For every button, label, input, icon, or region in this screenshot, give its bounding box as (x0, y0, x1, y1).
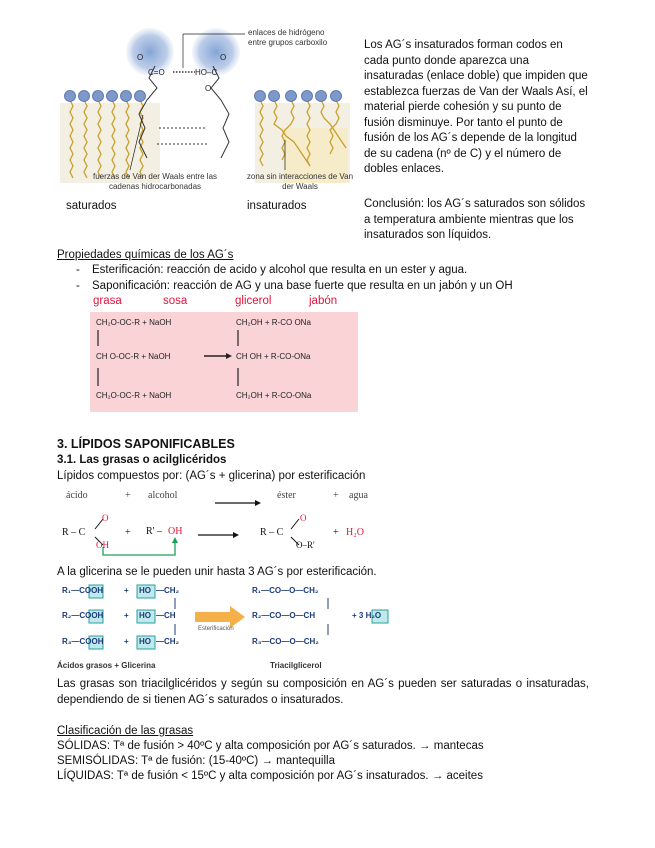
ester-alcohol: R' – (146, 526, 162, 537)
tri-r3: R₃—COOH (62, 637, 104, 646)
unsaturated-heads (255, 91, 342, 102)
list-item: - Saponificación: reacción de AG y una base fuerte que resulta en un jabón y un OH (70, 279, 630, 295)
label-glicerol: glicerol (235, 295, 272, 307)
saturated-heads (65, 91, 146, 102)
vdw-shade-left (60, 103, 160, 183)
label-vdw: fuerzas de Van der Waals entre las cadenas hidrocarbonadas (92, 172, 218, 191)
section3-intro: Lípidos compuestos por: (AG´s + glicerina) por esterificación (57, 470, 366, 482)
chem-props-list (70, 263, 630, 294)
ester-left-o: O (102, 513, 109, 523)
conclusion: Conclusión: los AG´s saturados son sólidos a temperatura ambiente mientras que los insaturados son líquidos. (364, 198, 586, 241)
ester-plus2: + (333, 527, 339, 538)
ester-alcohol-oh: OH (168, 526, 183, 537)
section3-heading: 3. LÍPIDOS SAPONIFICABLES (57, 437, 235, 451)
sapon-row2-left: CH O-OC-R + NaOH (96, 352, 171, 361)
tri-r1: R₁—COOH (62, 586, 104, 595)
carboxyl-left: C=O (148, 68, 165, 77)
label-plus2: + (333, 490, 339, 501)
sapon-row3-left: CH₂O-OC-R + NaOH (96, 391, 172, 400)
ester-right-or: O–R' (296, 540, 315, 550)
label-unsaturated: insaturados (247, 200, 307, 212)
list-item: - Esterificación: reacción de acido y alcohol que resulta en un ester y agua. (70, 263, 630, 279)
sapon-row1-right: CH₂OH + R-CO ONa (236, 318, 311, 327)
tri-ch-mid: —CH (156, 611, 176, 620)
tri-p2: R₂—CO—O—CH (252, 611, 316, 620)
label-sosa: sosa (163, 295, 188, 307)
unsaturated-explanation: Los AG´s insaturados forman codos en cada punto donde aparezca una insaturadas (enlace doble) que impiden que establezca fuerzas de Van der Waals Así, el material pierde cohesión y su punto de fusión disminuye. Por tanto el punto de fusión de los AG´s depende de la longitud de su cadena (nº de C) y el número de dobles enlaces. (364, 39, 588, 175)
tri-plus-1: + (124, 586, 129, 595)
class-solid: SÓLIDAS: Tª de fusión > 40ºC y alta composición por AG´s saturados. → mantecas (57, 740, 484, 752)
tri-ch2-bot: —CH₂ (156, 637, 180, 646)
label-saturated: saturados (66, 200, 117, 212)
o-bottom: O (205, 84, 212, 93)
label-ester: éster (277, 490, 296, 501)
tri-arrow-label: Esterificación (198, 626, 234, 632)
ester-left-oh: OH (96, 540, 109, 550)
classification-heading: Clasificación de las grasas (57, 725, 194, 737)
label-zone: zona sin interacciones de Van der Waals (246, 172, 354, 191)
tri-ch2-top: —CH₂ (156, 586, 180, 595)
tri-ho-2: HO (139, 611, 151, 620)
sapon-row1-left: CH₂O-OC-R + NaOH (96, 318, 172, 327)
label-grasa: grasa (93, 295, 122, 307)
label-jabon: jabón (309, 295, 338, 307)
ester-water: H₂O (346, 527, 364, 538)
label-alcohol: alcohol (148, 490, 178, 501)
tri-plus-2: + (124, 611, 129, 620)
ester-right-o: O (300, 513, 307, 523)
summary-paragraph: Las grasas son triacilglicéridos y según su composición en AG´s pueden ser saturadas o insaturadas, dependiendo de si tienen AG´s saturados o insaturados. (57, 678, 589, 706)
tri-p3: R₃—CO—O—CH₂ (252, 637, 319, 646)
tri-water: + 3 H₂O (352, 611, 382, 620)
label-plus1: + (125, 490, 131, 501)
tri-ho-1: HO (139, 586, 151, 595)
ester-left: R – C (62, 527, 86, 538)
o-top-right: O (220, 53, 227, 62)
tri-r2: R₂—COOH (62, 611, 104, 620)
tri-caption-right: Triacilglicerol (270, 661, 322, 670)
ester-plus: + (125, 527, 131, 538)
chem-props-heading: Propiedades químicas de los AG´s (57, 249, 234, 261)
tri-caption-left: Ácidos grasos + Glicerina (57, 661, 156, 670)
class-liquid: LÍQUIDAS: Tª de fusión < 15ºC y alta composición por AG´s insaturados. → aceites (57, 770, 483, 782)
tri-ho-3: HO (139, 637, 151, 646)
sapon-row2-right: CH OH + R-CO-ONa (236, 352, 311, 361)
carboxyl-right: HO–C (195, 68, 218, 77)
sapon-row3-right: CH₂OH + R-CO-ONa (236, 391, 312, 400)
triglyceride-scheme (55, 582, 400, 657)
ester-right: R – C (260, 527, 284, 538)
section3-subheading: 3.1. Las grasas o acilglicéridos (57, 454, 227, 466)
o-top-left: O (137, 53, 144, 62)
tri-plus-3: + (124, 637, 129, 646)
tri-p1: R₁—CO—O—CH₂ (252, 586, 319, 595)
label-acid: ácido (66, 490, 88, 501)
label-water: agua (349, 490, 368, 501)
class-semisolid: SEMISÓLIDAS: Tª de fusión: (15-40ºC) → mantequilla (57, 755, 335, 767)
three-ag-text: A la glicerina se le pueden unir hasta 3 AG´s por esterificación. (57, 566, 377, 578)
label-hbonds: enlaces de hidrógeno entre grupos carboxilo (248, 28, 328, 47)
